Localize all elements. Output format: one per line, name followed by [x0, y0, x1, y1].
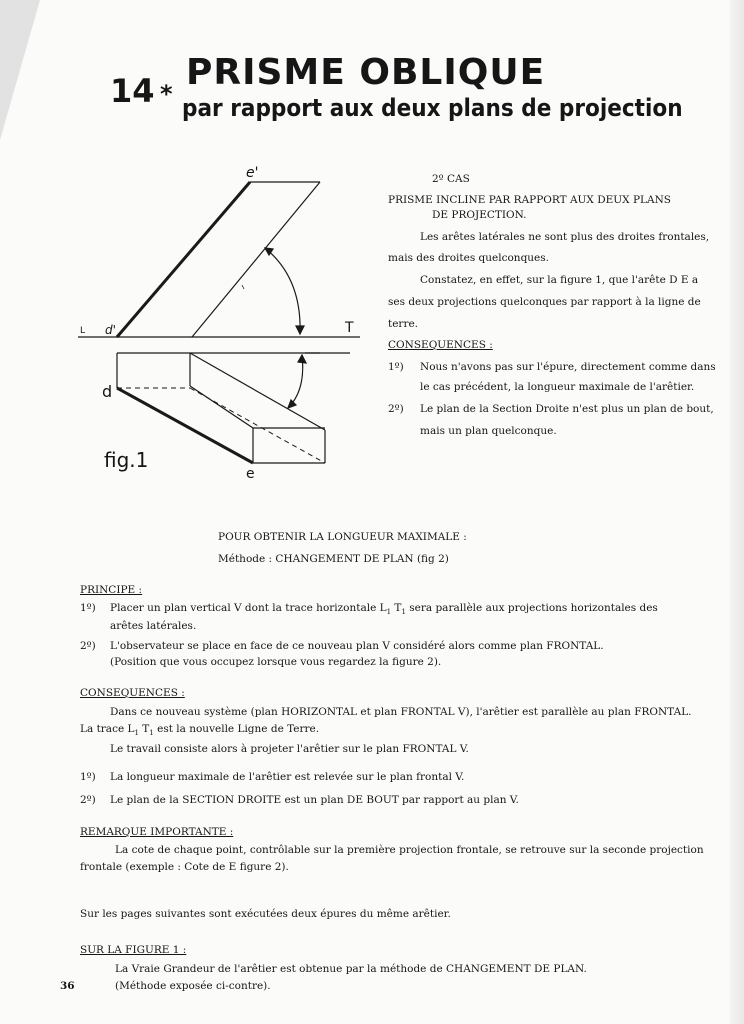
folded-corner [0, 0, 40, 140]
page-edge [730, 0, 744, 1024]
list-item-text: le cas précédent, la longueur maximale de l'arêtier. [420, 381, 695, 393]
list-item-text: mais un plan quelconque. [420, 425, 557, 437]
label-d: d [102, 382, 113, 401]
label-l: L [80, 326, 86, 336]
list-number: 1º) [80, 602, 96, 614]
list-number: 1º) [388, 361, 404, 373]
hprism-top-edge [190, 353, 325, 430]
list-item-text: arêtes latérales. [110, 620, 197, 632]
paragraph-line: mais des droites quelconques. [388, 252, 549, 264]
paragraph-line: La cote de chaque point, contrôlable sur la première projection frontale, se retrouve sur la seconde projection [115, 844, 704, 856]
label-t: T [345, 320, 354, 336]
method-heading: POUR OBTENIR LA LONGUEUR MAXIMALE : [218, 531, 467, 543]
angle-arc-horizontal [288, 355, 303, 408]
consequences-heading: CONSEQUENCES : [388, 339, 493, 351]
paragraph-line: Les arêtes latérales ne sont plus des droites frontales, [420, 231, 710, 243]
label-d-prime: d' [105, 323, 116, 337]
edge-back [192, 182, 320, 337]
star-icon: * [160, 80, 173, 108]
edge-de-frontal [117, 182, 250, 337]
paragraph-line: ses deux projections quelconques par rapport à la ligne de [388, 296, 701, 308]
principe-heading: PRINCIPE : [80, 584, 143, 596]
label-e-prime: e' [246, 165, 259, 181]
list-number: 2º) [80, 794, 96, 806]
consequences2-heading: CONSEQUENCES : [80, 687, 185, 699]
sur-figure-heading: SUR LA FIGURE 1 : [80, 944, 187, 956]
remarque-heading: REMARQUE IMPORTANTE : [80, 826, 234, 838]
paragraph-line: La trace $L_1$ $T_1$ est la nouvelle Ligne de Terre. [80, 723, 320, 738]
paragraph-line: (Méthode exposée ci-contre). [115, 980, 271, 992]
list-item-text: Le plan de la Section Droite n'est plus un plan de bout, [420, 403, 714, 415]
list-item-text: Placer un plan vertical V dont la trace horizontale $L_1$ $T_1$ sera parallèle aux projections horizontales des [110, 602, 658, 617]
list-item-text: La longueur maximale de l'arêtier est relevée sur le plan frontal V. [110, 771, 465, 783]
paragraph-line: Constatez, en effet, sur la figure 1, que l'arête D E a [420, 274, 699, 286]
list-number: 1º) [80, 771, 96, 783]
page-number: 36 [60, 980, 75, 992]
list-item-text: L'observateur se place en face de ce nouveau plan V considéré alors comme plan FRONTAL. [110, 640, 604, 652]
list-item-text: Le plan de la SECTION DROITE est un plan DE BOUT par rapport au plan V. [110, 794, 519, 806]
list-number: 2º) [388, 403, 404, 415]
paragraph-line: Sur les pages suivantes sont exécutées deux épures du même arêtier. [80, 908, 451, 920]
paragraph-line: frontale (exemple : Cote de E figure 2). [80, 861, 289, 873]
page-title: PRISME OBLIQUE [186, 52, 546, 93]
label-e: e [246, 466, 255, 482]
list-item-text: (Position que vous occupez lorsque vous regardez la figure 2). [110, 656, 442, 668]
chapter-number: 14 [110, 72, 155, 110]
paragraph-line: terre. [388, 318, 419, 330]
paragraph-line: La Vraie Grandeur de l'arêtier est obtenue par la méthode de CHANGEMENT DE PLAN. [115, 963, 587, 975]
case-heading-line1: PRISME INCLINE PAR RAPPORT AUX DEUX PLANS [388, 194, 671, 206]
paragraph-line: Dans ce nouveau système (plan HORIZONTAL et plan FRONTAL V), l'arêtier est parallèle au plan FRONTAL. [110, 706, 692, 718]
case-label: 2º CAS [432, 173, 470, 185]
page-subtitle: par rapport aux deux plans de projection [182, 94, 683, 122]
case-heading-line2: DE PROJECTION. [432, 209, 527, 221]
list-number: 2º) [80, 640, 96, 652]
list-item-text: Nous n'avons pas sur l'épure, directement comme dans [420, 361, 716, 373]
figure-caption: fig.1 [104, 448, 149, 472]
method-subheading: Méthode : CHANGEMENT DE PLAN (fig 2) [218, 553, 449, 565]
angle-arc-frontal [265, 248, 300, 334]
paragraph-line: Le travail consiste alors à projeter l'arêtier sur le plan FRONTAL V. [110, 743, 469, 755]
